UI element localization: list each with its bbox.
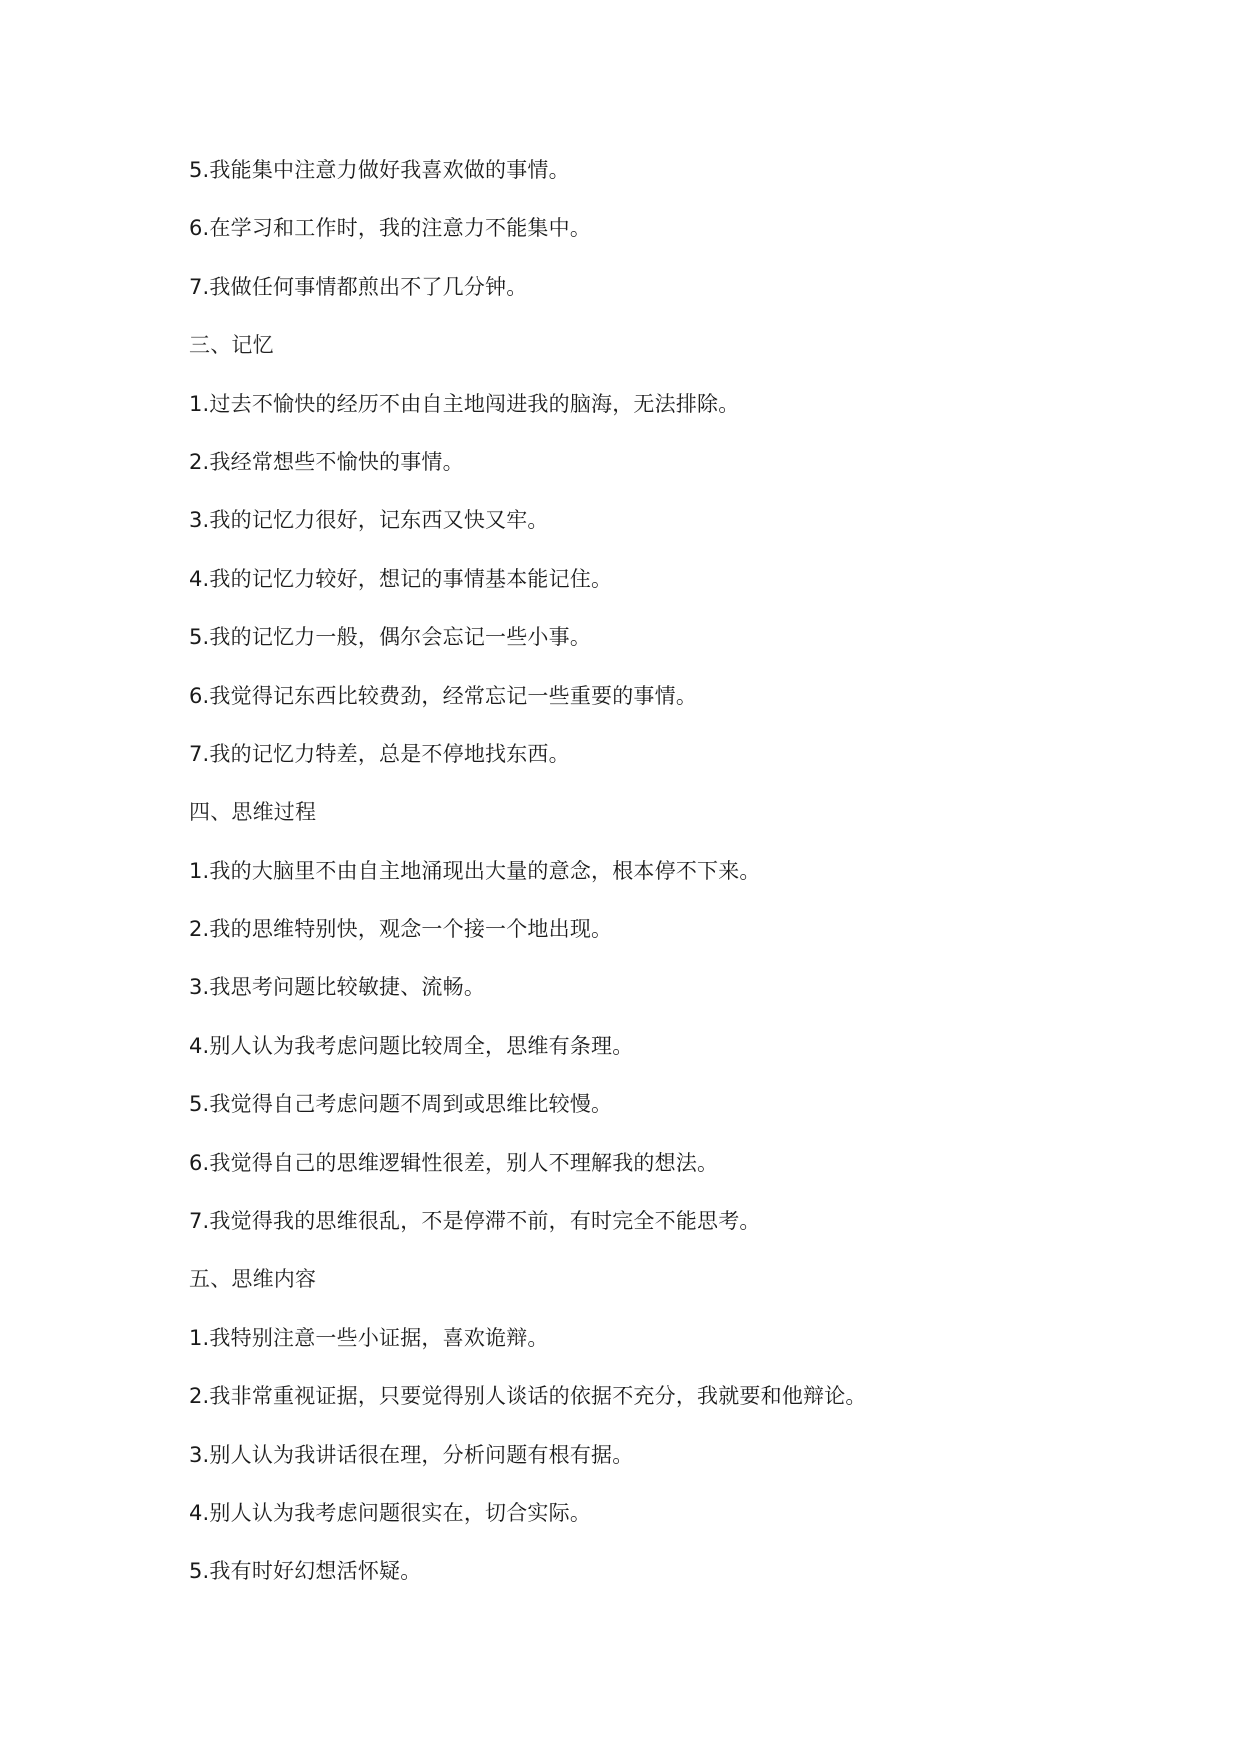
list-item: 1.我的大脑里不由自主地涌现出大量的意念，根本停不下来。 — [189, 858, 761, 883]
list-item: 6.我觉得记东西比较费劲，经常忘记一些重要的事情。 — [189, 683, 698, 708]
list-item: 5.我能集中注意力做好我喜欢做的事情。 — [189, 158, 570, 182]
list-item: 1.过去不愉快的经历不由自主地闯进我的脑海，无法排除。 — [189, 391, 740, 416]
list-item: 6.我觉得自己的思维逻辑性很差，别人不理解我的想法。 — [189, 1150, 719, 1175]
list-item: 5.我觉得自己考虑问题不周到或思维比较慢。 — [189, 1092, 613, 1117]
list-item: 3.我思考问题比较敏捷、流畅。 — [189, 975, 486, 1000]
section-heading: 五、思维内容 — [189, 1267, 317, 1292]
section-heading: 四、思维过程 — [189, 800, 317, 825]
list-item: 5.我的记忆力一般，偶尔会忘记一些小事。 — [189, 625, 592, 650]
list-item: 6.在学习和工作时，我的注意力不能集中。 — [189, 216, 592, 241]
list-item: 4.别人认为我考虑问题比较周全，思维有条理。 — [189, 1033, 634, 1058]
list-item: 7.我觉得我的思维很乱，不是停滞不前，有时完全不能思考。 — [189, 1209, 761, 1234]
list-item: 2.我的思维特别快，观念一个接一个地出现。 — [189, 917, 613, 942]
document-body — [189, 150, 1139, 1610]
list-item: 4.别人认为我考虑问题很实在，切合实际。 — [189, 1500, 592, 1525]
list-item: 2.我非常重视证据，只要觉得别人谈话的依据不充分，我就要和他辩论。 — [189, 1384, 867, 1409]
list-item: 5.我有时好幻想活怀疑。 — [189, 1559, 422, 1584]
list-item: 7.我的记忆力特差，总是不停地找东西。 — [189, 741, 570, 766]
list-item: 7.我做任何事情都煎出不了几分钟。 — [189, 274, 528, 299]
list-item: 3.别人认为我讲话很在理，分析问题有根有据。 — [189, 1442, 634, 1467]
list-item: 1.我特别注意一些小证据，喜欢诡辩。 — [189, 1325, 549, 1350]
list-item: 4.我的记忆力较好，想记的事情基本能记住。 — [189, 566, 613, 591]
list-item: 3.我的记忆力很好，记东西又快又牢。 — [189, 508, 549, 533]
list-item: 2.我经常想些不愉快的事情。 — [189, 449, 464, 474]
section-heading: 三、记忆 — [189, 333, 274, 358]
